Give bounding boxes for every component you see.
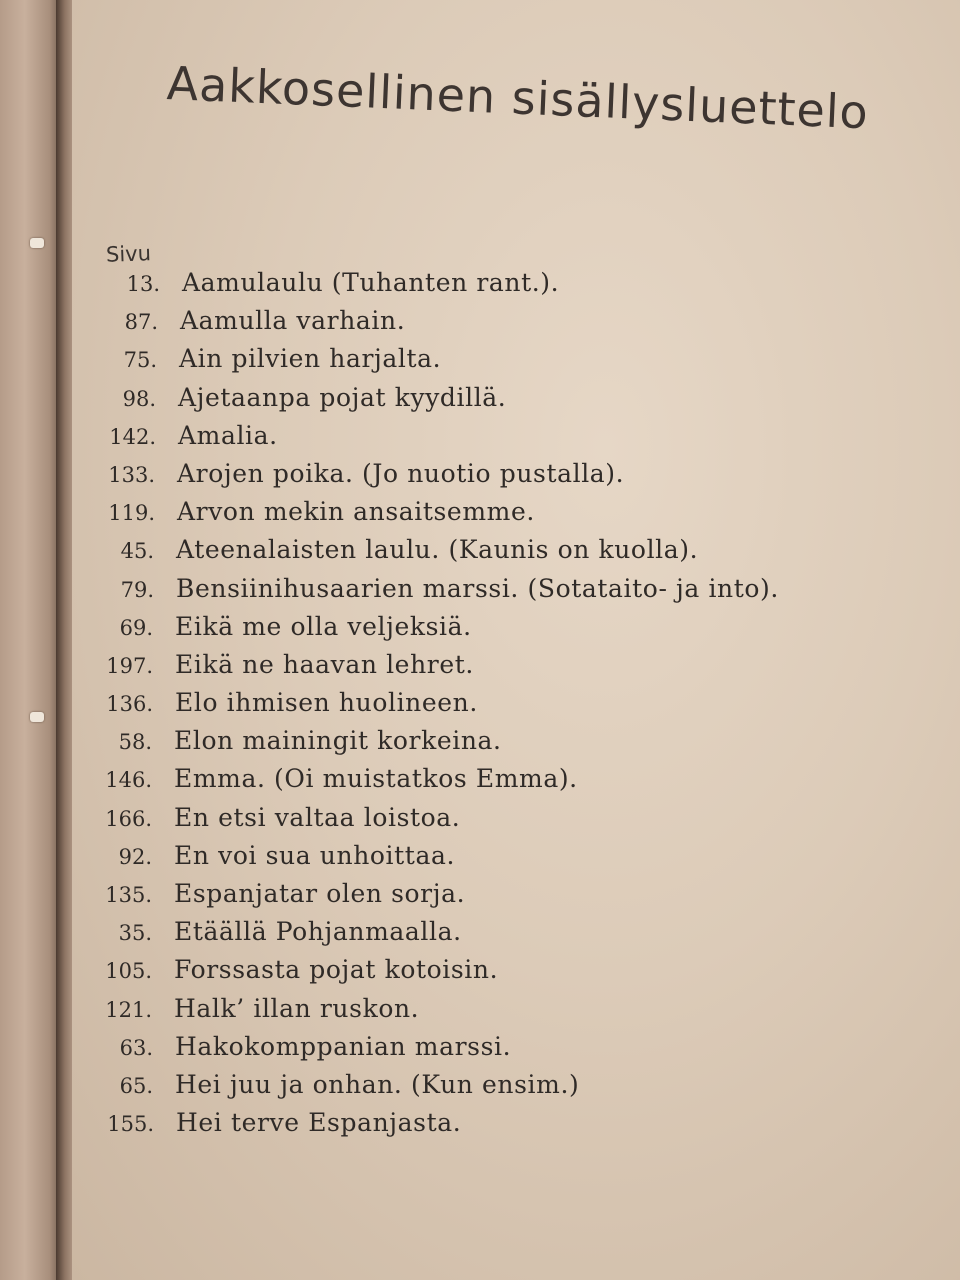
toc-page-number: 197. bbox=[106, 653, 153, 678]
toc-entry bbox=[83, 1070, 778, 1108]
toc-song-title: Ain pilvien harjalta. bbox=[179, 344, 442, 374]
toc-entry bbox=[86, 383, 781, 421]
page-column-header: Sivu bbox=[105, 241, 152, 267]
toc-song-title: Hei terve Espanjasta. bbox=[176, 1108, 462, 1138]
toc-entry bbox=[82, 917, 777, 955]
toc-page-number: 105. bbox=[105, 959, 152, 984]
toc-song-title: Arvon mekin ansaitsemme. bbox=[177, 497, 535, 527]
toc-page-number: 142. bbox=[109, 424, 156, 449]
toc-song-title: Arojen poika. (Jo nuotio pustalla). bbox=[177, 458, 625, 488]
toc-entry bbox=[84, 535, 779, 573]
toc-page-number: 136. bbox=[106, 692, 153, 717]
toc-entry bbox=[82, 955, 777, 993]
toc-song-title: Amalia. bbox=[178, 420, 278, 450]
toc-page-number: 166. bbox=[105, 806, 152, 831]
toc-entry bbox=[82, 764, 777, 802]
toc-page-number: 13. bbox=[126, 272, 160, 296]
toc-entry bbox=[87, 344, 782, 382]
left-page-edge bbox=[0, 0, 62, 1280]
toc-song-title: Ajetaanpa pojat kyydillä. bbox=[178, 382, 507, 412]
toc-song-title: Bensiinihusaarien marssi. (Sotataito- ja into). bbox=[176, 573, 779, 603]
toc-song-title: En voi sua unhoittaa. bbox=[174, 840, 455, 870]
toc-song-title: Eikä me olla veljeksiä. bbox=[175, 611, 472, 641]
toc-page-number: 133. bbox=[108, 462, 155, 487]
toc-page-number: 135. bbox=[105, 883, 152, 907]
binding-stitch bbox=[30, 238, 44, 248]
toc-entry bbox=[82, 803, 777, 841]
toc-song-title: Emma. (Oi muistatkos Emma). bbox=[174, 764, 578, 794]
toc-song-title: Ateenalaisten laulu. (Kaunis on kuolla). bbox=[176, 535, 699, 565]
toc-page-number: 119. bbox=[108, 501, 155, 526]
toc-page-number: 98. bbox=[122, 386, 156, 411]
toc-page-number: 146. bbox=[105, 768, 152, 793]
toc-page-number: 92. bbox=[118, 844, 152, 869]
toc-song-title: En etsi valtaa loistoa. bbox=[174, 802, 461, 832]
binding-stitch bbox=[30, 712, 44, 722]
toc-song-title: Espanjatar olen sorja. bbox=[174, 879, 466, 908]
toc-entry bbox=[90, 268, 785, 306]
toc-entry bbox=[82, 994, 777, 1032]
toc-entry bbox=[82, 841, 777, 879]
toc-song-title: Forssasta pojat kotoisin. bbox=[174, 955, 499, 985]
toc-page-number: 69. bbox=[119, 615, 153, 640]
toc-entry bbox=[88, 306, 783, 344]
toc-entry bbox=[86, 421, 781, 459]
toc-song-title: Aamulaulu (Tuhanten rant.). bbox=[182, 268, 560, 297]
toc-song-title: Aamulla varhain. bbox=[180, 306, 406, 336]
toc-page-number: 87. bbox=[124, 310, 158, 335]
toc-page-number: 35. bbox=[118, 921, 152, 946]
toc-entry bbox=[82, 879, 777, 917]
toc-entry bbox=[83, 1032, 778, 1070]
toc-entry bbox=[85, 459, 780, 497]
toc-page-number: 79. bbox=[120, 577, 154, 602]
toc-song-title: Elo ihmisen huolineen. bbox=[175, 688, 478, 718]
toc-page-number: 45. bbox=[120, 539, 154, 564]
toc-page-number: 65. bbox=[119, 1073, 153, 1098]
table-of-contents bbox=[86, 268, 781, 1146]
book-page bbox=[72, 0, 960, 1280]
toc-entry bbox=[83, 612, 778, 650]
toc-page-number: 155. bbox=[107, 1112, 154, 1137]
toc-song-title: Eikä ne haavan lehret. bbox=[175, 649, 474, 679]
toc-entry bbox=[84, 574, 779, 612]
page-title: Aakkosellinen sisällysluettelo bbox=[165, 56, 870, 140]
toc-entry bbox=[83, 650, 778, 688]
toc-page-number: 75. bbox=[123, 348, 157, 373]
toc-entry bbox=[84, 1108, 779, 1146]
toc-entry bbox=[85, 497, 780, 535]
toc-entry bbox=[82, 726, 777, 764]
toc-song-title: Halk’ illan ruskon. bbox=[174, 993, 420, 1023]
toc-song-title: Elon mainingit korkeina. bbox=[174, 726, 502, 756]
toc-entry bbox=[83, 688, 778, 726]
toc-page-number: 121. bbox=[105, 997, 152, 1022]
toc-song-title: Etäällä Pohjanmaalla. bbox=[174, 917, 462, 947]
toc-song-title: Hakokomppanian marssi. bbox=[175, 1031, 512, 1061]
toc-song-title: Hei juu ja onhan. (Kun ensim.) bbox=[175, 1069, 580, 1099]
toc-page-number: 63. bbox=[119, 1035, 153, 1060]
toc-page-number: 58. bbox=[118, 730, 152, 755]
